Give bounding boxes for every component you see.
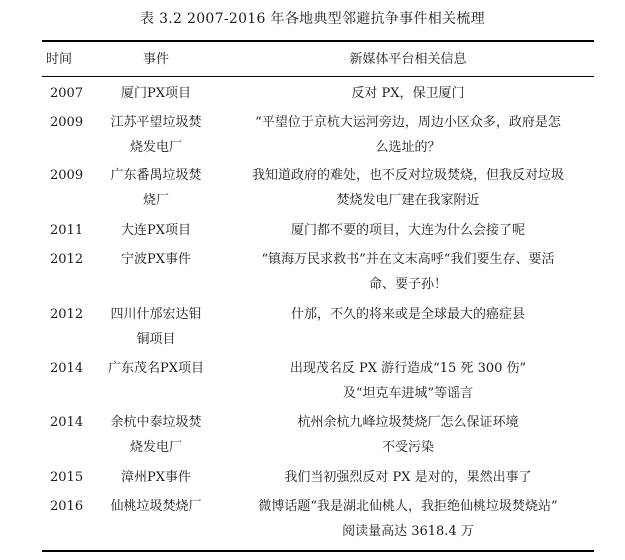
bottom-rule [42, 550, 594, 552]
row-year: 2014 [50, 361, 84, 376]
row-year: 2009 [50, 115, 84, 130]
row-info: 反对 PX，保卫厦门 [351, 86, 465, 101]
header-year: 时间 [46, 52, 73, 67]
row-year: 2007 [50, 86, 84, 101]
row-info: 微博话题“我是湖北仙桃人，我拒绝仙桃垃圾焚烧站” 阅读量高达 3618.4 万 [258, 499, 558, 539]
row-event: 大连PX项目 [120, 223, 191, 238]
row-info: 出现茂名反 PX 游行造成“15 死 300 伤” 及“坦克车进城”等谣言 [289, 361, 527, 401]
table-caption: 表 3.2 2007-2016 年各地典型邻避抗争事件相关梳理 [140, 11, 485, 27]
row-event: 漳州PX事件 [120, 470, 191, 485]
table-header [0, 47, 625, 73]
row-event: 厦门PX项目 [120, 86, 191, 101]
row-event: 广东番禺垃圾焚 烧厂 [110, 168, 202, 208]
row-event: 广东茂名PX项目 [107, 361, 204, 376]
row-event: 江苏平望垃圾焚 烧发电厂 [110, 115, 202, 155]
row-info: “镇海万民求救书”并在文末高呼“我们要生存、要活 命、要子孙！ [261, 252, 555, 292]
top-rule [42, 40, 594, 42]
row-info: 我们当初强烈反对 PX 是对的，果然出事了 [284, 470, 532, 485]
row-info: 杭州余杭九峰垃圾焚烧厂怎么保证环境 不受污染 [297, 415, 519, 455]
row-year: 2012 [50, 307, 84, 322]
row-info: 我知道政府的难处，也不反对垃圾焚烧，但我反对垃圾 焚烧发电厂建在我家附近 [251, 168, 564, 208]
row-year: 2014 [50, 415, 84, 430]
row-year: 2016 [50, 499, 84, 514]
row-info: 厦门都不要的项目，大连为什么会接了呢 [290, 223, 525, 238]
header-info: 新媒体平台相关信息 [349, 52, 467, 67]
row-event: 宁波PX事件 [120, 252, 191, 267]
row-info: 什邡，不久的将来或是全球最大的癌症县 [290, 307, 525, 322]
row-event: 四川什邡宏达钼 铜项目 [110, 307, 202, 347]
row-year: 2015 [50, 470, 84, 485]
row-event: 仙桃垃圾焚烧厂 [110, 499, 202, 514]
row-year: 2011 [50, 223, 84, 238]
header-rule [42, 76, 594, 77]
header-event: 事件 [142, 52, 169, 67]
row-year: 2012 [50, 252, 84, 267]
row-info: “平望位于京杭大运河旁边，周边小区众多，政府是怎 么选址的？ [255, 115, 561, 155]
row-year: 2009 [50, 168, 84, 183]
row-event: 余杭中泰垃圾焚 烧发电厂 [110, 415, 202, 455]
